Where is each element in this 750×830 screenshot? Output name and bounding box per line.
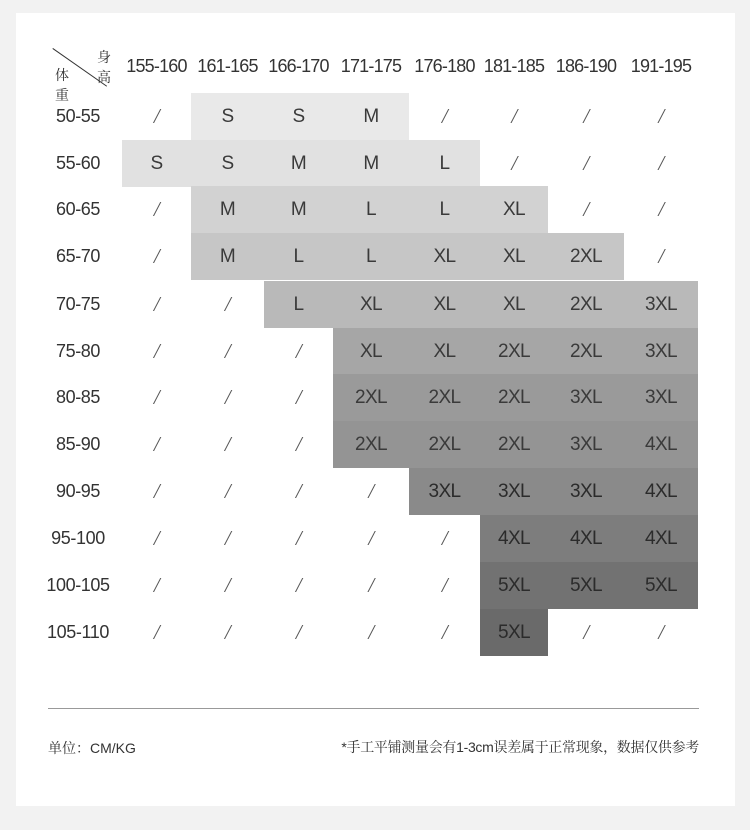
size-cell: 3XL (548, 468, 624, 515)
size-cell-empty: / (153, 385, 160, 409)
size-cell-empty: / (441, 573, 448, 597)
size-cell: S (191, 93, 264, 140)
size-cell: L (333, 233, 409, 280)
size-cell-empty: / (153, 620, 160, 644)
height-column-header: 176-180 (414, 55, 475, 76)
size-cell-empty: / (153, 244, 160, 268)
size-cell-empty: / (153, 573, 160, 597)
weight-row-label: 80-85 (55, 387, 101, 407)
size-cell-empty: / (224, 292, 231, 316)
size-cell-empty: / (224, 526, 231, 550)
size-cell-empty: / (658, 244, 664, 268)
size-cell-empty: / (153, 479, 160, 503)
size-cell: 4XL (624, 515, 698, 562)
height-column-header: 191-195 (630, 55, 692, 76)
weight-row-label: 50-55 (55, 106, 101, 126)
size-cell: 3XL (548, 421, 624, 468)
size-cell: 4XL (480, 515, 548, 562)
size-cell: L (333, 186, 409, 233)
height-column-header: 181-185 (483, 55, 545, 76)
size-cell-empty: / (224, 385, 231, 409)
size-cell: XL (409, 328, 480, 375)
size-cell-empty: / (658, 104, 664, 128)
size-cell: 2XL (409, 421, 480, 468)
size-cell: 2XL (409, 374, 480, 421)
size-cell: XL (333, 281, 409, 328)
weight-row-label: 95-100 (51, 528, 105, 548)
size-cell: M (333, 93, 409, 140)
footer-divider (48, 708, 699, 709)
size-cell: XL (480, 233, 548, 280)
size-cell: XL (480, 186, 548, 233)
size-cell-empty: / (658, 151, 664, 175)
size-cell-empty: / (511, 104, 517, 128)
size-cell-empty: / (368, 620, 374, 644)
size-cell-empty: / (224, 573, 231, 597)
size-cell-empty: / (368, 573, 374, 597)
size-cell: 2XL (333, 374, 409, 421)
size-cell-empty: / (583, 620, 589, 644)
height-column-header: 171-175 (340, 55, 402, 76)
height-column-header: 155-160 (126, 55, 187, 76)
size-cell: 4XL (548, 515, 624, 562)
weight-row-label: 75-80 (55, 341, 101, 361)
size-cell-empty: / (153, 197, 160, 221)
size-cell-empty: / (368, 479, 374, 503)
weight-row-label: 105-110 (47, 622, 109, 642)
size-cell-empty: / (295, 479, 302, 503)
size-cell: L (409, 186, 480, 233)
size-cell: M (333, 140, 409, 187)
size-cell-empty: / (295, 573, 302, 597)
weight-row-label: 60-65 (55, 199, 101, 219)
size-cell: 3XL (548, 374, 624, 421)
height-column-header: 186-190 (555, 55, 617, 76)
size-cell-empty: / (368, 526, 374, 550)
size-cell-empty: / (224, 432, 231, 456)
size-cell-empty: / (153, 526, 160, 550)
size-cell: M (264, 186, 333, 233)
size-cell: 4XL (624, 421, 698, 468)
size-cell: 2XL (480, 421, 548, 468)
weight-header-label: 体重 (55, 67, 69, 103)
size-cell-empty: / (224, 479, 231, 503)
size-cell: 3XL (624, 374, 698, 421)
size-cell-empty: / (153, 339, 160, 363)
size-cell: XL (480, 281, 548, 328)
weight-row-label: 85-90 (55, 434, 101, 454)
measurement-note: *手工平铺测量会有1-3cm误差属于正常现象，数据仅供参考 (341, 739, 699, 755)
weight-row-label: 90-95 (55, 481, 101, 501)
size-cell-empty: / (224, 620, 231, 644)
size-cell-empty: / (153, 104, 160, 128)
size-chart-card (16, 13, 735, 806)
size-cell-empty: / (153, 292, 160, 316)
size-cell: 5XL (548, 562, 624, 609)
size-cell-empty: / (295, 620, 302, 644)
size-cell: L (264, 233, 333, 280)
size-cell-empty: / (658, 620, 664, 644)
size-cell-empty: / (441, 104, 448, 128)
weight-row-label: 100-105 (46, 575, 110, 595)
size-cell-empty: / (224, 339, 231, 363)
size-cell-empty: / (441, 620, 448, 644)
size-cell-empty: / (295, 432, 302, 456)
size-cell-empty: / (583, 151, 589, 175)
size-cell: 5XL (624, 562, 698, 609)
size-cell: XL (409, 281, 480, 328)
size-cell: L (409, 140, 480, 187)
size-cell: 5XL (480, 609, 548, 656)
size-cell: M (264, 140, 333, 187)
size-cell-empty: / (295, 339, 302, 363)
size-cell: 2XL (548, 233, 624, 280)
size-cell: 3XL (480, 468, 548, 515)
size-cell-empty: / (295, 385, 302, 409)
size-cell-empty: / (295, 526, 302, 550)
size-cell-empty: / (153, 432, 160, 456)
size-cell: 3XL (624, 328, 698, 375)
size-cell: M (191, 233, 264, 280)
height-column-header: 166-170 (268, 55, 329, 76)
size-cell: S (122, 140, 191, 187)
size-cell-empty: / (441, 526, 448, 550)
size-cell-empty: / (583, 104, 589, 128)
size-cell: 2XL (480, 328, 548, 375)
size-cell: 3XL (624, 281, 698, 328)
size-cell: S (264, 93, 333, 140)
size-cell: XL (333, 328, 409, 375)
weight-row-label: 65-70 (55, 246, 101, 266)
height-column-header: 161-165 (197, 55, 258, 76)
size-cell-empty: / (658, 197, 664, 221)
size-cell-empty: / (583, 197, 589, 221)
size-cell: L (264, 281, 333, 328)
weight-row-label: 70-75 (55, 294, 101, 314)
weight-row-label: 55-60 (55, 153, 101, 173)
size-cell: 2XL (480, 374, 548, 421)
height-header-label: 身高 (97, 49, 111, 85)
size-cell: 5XL (480, 562, 548, 609)
size-cell: 2XL (333, 421, 409, 468)
size-cell: 2XL (548, 281, 624, 328)
size-cell-empty: / (511, 151, 517, 175)
unit-label: 单位：CM/KG (48, 740, 136, 756)
size-cell: 4XL (624, 468, 698, 515)
size-cell: 2XL (548, 328, 624, 375)
size-cell: 3XL (409, 468, 480, 515)
size-cell: XL (409, 233, 480, 280)
size-cell: S (191, 140, 264, 187)
size-cell: M (191, 186, 264, 233)
